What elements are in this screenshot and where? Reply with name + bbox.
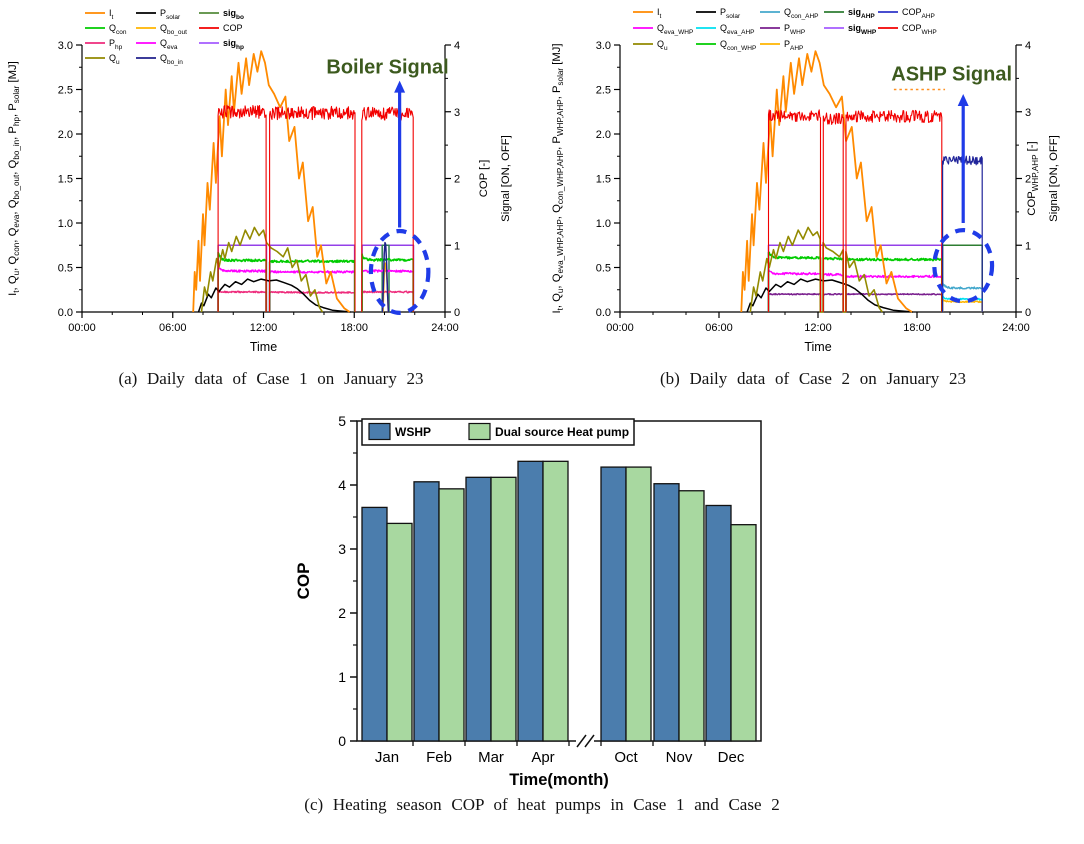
cop-ytick-0: 0 [338, 733, 346, 749]
caption-a: (a) Daily data of Case 1 on January 23 [118, 369, 424, 388]
case2-legend-item-psolar [696, 7, 741, 20]
case1-xtick-4: 24:00 [431, 322, 459, 334]
case1-xtick-2: 12:00 [249, 322, 278, 334]
case2-series-q-u [750, 227, 882, 312]
cop-bar-dual-mar [491, 477, 516, 741]
case1-legend-item-sigbo [199, 8, 244, 21]
cop-legend [362, 419, 634, 445]
case2-series-q-con-whp [769, 252, 821, 312]
case1-ylabel-left: $I_t$, $Q_u$, $Q_{con}$, $Q_{eva}$, $Q_{bo\_out}$, $Q_{bo\_in}$, $P_{hp}$, $P_{solar}$ [MJ] [7, 61, 21, 296]
case1-ylabel-right-1: Signal [ON, OFF] [500, 135, 512, 222]
cop-legend-label-dual: Dual source Heat pump [495, 425, 630, 439]
case2-legend-item-qeva-ahp [696, 23, 754, 36]
cop-ytick-2: 2 [338, 605, 346, 621]
case2-legend-item-qcon-whp [696, 39, 756, 52]
chart-cop-monthly [0, 409, 1084, 815]
cop-bar-dual-feb [439, 489, 464, 741]
case2-series-i-t [741, 51, 912, 312]
cop-bar-wshp-oct [601, 467, 626, 741]
case1-series-q-bo-in [383, 243, 389, 312]
case2-xtick-0: 00:00 [606, 322, 634, 334]
cop-legend-swatch-dual [469, 424, 490, 440]
case2-series-p-ahp [943, 299, 983, 312]
legend-item-label: COP [223, 23, 243, 33]
case1-series-i-t [193, 51, 350, 312]
cop-legend-label-wshp: WSHP [395, 425, 431, 439]
cop-ytick-4: 4 [338, 477, 346, 493]
daily-charts-row [0, 0, 1084, 389]
cop-ytick-3: 3 [338, 541, 346, 557]
cop-bar-dual-nov [679, 491, 704, 741]
case1-legend-item-psolar [136, 8, 181, 21]
cop-xtick-nov: Nov [665, 749, 693, 766]
case1-legend-item-qbo-out [136, 23, 187, 36]
chart-case1 [0, 0, 542, 389]
case1-xtick-3: 18:00 [340, 322, 369, 334]
legend-item-label: $P_{WHP}$ [784, 23, 806, 36]
case1-signal-annotation-label: Boiler Signal [326, 56, 449, 79]
case2-legend-item-pwhp [760, 23, 805, 36]
case1-ytick-left-6: 3.0 [57, 40, 73, 52]
case2-legend-item-copahp [878, 7, 935, 20]
case1-legend-item-sighp [199, 38, 244, 51]
case1-ytick-right-4: 4 [454, 40, 461, 52]
case2-series-cop-whp [769, 110, 821, 312]
case2-ytick-left-0: 0.0 [595, 307, 611, 319]
case1-ytick-left-5: 2.5 [57, 84, 73, 97]
case2-legend-item-it [633, 7, 662, 20]
arrow-head [958, 94, 969, 106]
case1-legend-item-qcon [85, 23, 127, 36]
case2-ytick-left-4: 2.0 [595, 129, 611, 141]
cop-bar-dual-apr [543, 461, 568, 741]
cop-bar-dual-jan [387, 523, 412, 741]
cop-legend-swatch-wshp [369, 424, 390, 440]
case1-xtick-1: 06:00 [158, 322, 187, 334]
legend-item-label: $P_{AHP}$ [784, 39, 804, 52]
case2-legend-item-sigahp [824, 7, 875, 20]
case1-legend-item-qeva [136, 38, 178, 51]
case1-series-q-con [218, 252, 266, 312]
case1-ytick-left-1: 0.5 [57, 262, 73, 275]
case1-signal-arrow-icon [394, 81, 405, 228]
case1-ytick-left-0: 0.0 [57, 307, 73, 319]
legend-item-label: $Q_{eva\_WHP}$ [657, 23, 694, 36]
legend-item-label: sig$_{WHP}$ [848, 23, 877, 36]
case2-series-sig-whp [769, 245, 942, 312]
case2-series-p-whp [769, 294, 821, 312]
cop-bar-wshp-apr [518, 461, 543, 741]
cop-ytick-5: 5 [338, 413, 346, 429]
case2-xtick-2: 12:00 [804, 322, 832, 334]
cop-xtick-jan: Jan [374, 749, 400, 766]
caption-c: (c) Heating season COP of heat pumps in Case 1 and Case 2 [304, 795, 780, 814]
case1-legend-item-php [85, 38, 123, 51]
chart-cop-monthly-svg [289, 409, 813, 789]
case1-axes [76, 45, 451, 318]
case1-series-cop [218, 105, 266, 312]
case2-ytick-left-6: 3.0 [595, 40, 611, 52]
case2-xtick-3: 18:00 [903, 322, 931, 334]
case2-legend-item-sigwhp [824, 23, 877, 36]
legend-item-label: sig$_{hp}$ [223, 38, 244, 51]
cop-ylabel: COP [294, 562, 313, 600]
cop-bar-dual-dec [731, 525, 756, 741]
legend-item-label: $Q_{eva\_AHP}$ [720, 23, 755, 36]
case2-legend-item-qcon-ahp [760, 7, 818, 20]
legend-item-label: $I_t$ [657, 7, 662, 20]
case2-ytick-right-1: 1 [1025, 240, 1032, 253]
case2-ytick-left-5: 2.5 [595, 84, 611, 97]
case2-ylabel-right-0: $COP_{WHP,AHP}$ [-] [1026, 141, 1040, 216]
case2-ytick-left-1: 0.5 [595, 262, 611, 275]
arrow-head [394, 81, 405, 93]
cop-bar-dual-oct [626, 467, 651, 741]
cop-bar-wshp-nov [654, 484, 679, 741]
case2-axes [614, 45, 1022, 318]
case2-ytick-left-3: 1.5 [595, 173, 611, 186]
case2-xtick-1: 06:00 [705, 322, 733, 334]
case1-series-p-solar [199, 279, 351, 312]
cop-xtick-oct: Oct [614, 749, 638, 766]
legend-item-label: $P_{hp}$ [109, 38, 123, 51]
case1-ytick-right-1: 1 [454, 240, 461, 253]
case2-series-q-con-whp [823, 258, 843, 313]
legend-item-label: $COP_{AHP}$ [902, 7, 935, 20]
cop-bar-wshp-feb [414, 482, 439, 741]
case2-ylabel-left: $I_t$, $Q_u$, $Q_{eva\_WHP,AHP}$, $Q_{con\_WHP,AHP}$, $P_{WHP,AHP}$, $P_{solar}$ [MJ] [551, 43, 565, 314]
case1-xtick-0: 00:00 [68, 322, 96, 334]
legend-item-label: $P_{solar}$ [720, 7, 741, 20]
legend-item-label: sig$_{bo}$ [223, 8, 244, 21]
case2-legend-item-qeva-whp [633, 23, 693, 36]
cop-xlabel: Time(month) [509, 771, 609, 789]
case2-legend [633, 7, 937, 52]
case2-xlabel: Time [804, 340, 832, 354]
legend-item-label: $Q_u$ [109, 53, 120, 66]
case2-series-q-eva-whp [823, 274, 843, 312]
legend-item-label: $Q_{con\_WHP}$ [720, 39, 757, 52]
case1-ytick-left-2: 1.0 [57, 218, 73, 230]
cop-bar-wshp-jan [362, 507, 387, 741]
case1-legend-item-cop [199, 23, 243, 33]
chart-case2-svg [542, 0, 1084, 360]
case1-ytick-right-2: 2 [454, 173, 461, 186]
case1-legend [85, 8, 244, 66]
case1-legend-item-qu [85, 53, 120, 66]
case1-series-q-eva [218, 265, 266, 312]
case2-legend-item-qu [633, 39, 668, 52]
case2-series-p-whp [846, 294, 942, 312]
case1-legend-item-qbo-in [136, 53, 183, 66]
legend-item-label: $Q_{bo\_out}$ [160, 23, 187, 36]
case2-series-q-eva-whp [769, 269, 821, 312]
case2-ytick-right-3: 3 [1025, 106, 1032, 119]
case1-legend-item-it [85, 8, 114, 21]
case2-ytick-right-0: 0 [1025, 307, 1032, 319]
cop-xtick-feb: Feb [426, 749, 452, 766]
cop-xtick-mar: Mar [478, 749, 504, 766]
case2-ytick-left-2: 1.0 [595, 218, 611, 230]
case1-series-p-hp [218, 291, 266, 312]
legend-item-label: $Q_u$ [657, 39, 668, 52]
legend-item-label: $I_t$ [109, 8, 114, 21]
case2-signal-annotation-label: ASHP Signal [891, 63, 1013, 86]
legend-item-label: $Q_{bo\_in}$ [160, 53, 183, 66]
caption-b: (b) Daily data of Case 2 on January 23 [660, 369, 966, 388]
chart-case1-svg [0, 0, 542, 360]
case2-ylabel-right-1: Signal [ON, OFF] [1048, 135, 1060, 222]
cop-bar-wshp-dec [706, 505, 731, 741]
cop-xtick-apr: Apr [531, 749, 555, 766]
legend-item-label: sig$_{AHP}$ [848, 7, 875, 20]
cop-ytick-1: 1 [338, 669, 346, 685]
case1-ylabel-right-0: COP [-] [478, 159, 490, 198]
chart-case2 [542, 0, 1084, 389]
legend-item-label: $Q_{eva}$ [160, 38, 178, 51]
legend-item-label: $Q_{con}$ [109, 23, 127, 36]
cop-xtick-dec: Dec [717, 749, 745, 766]
case1-ytick-left-4: 2.0 [57, 129, 73, 141]
case2-ytick-right-2: 2 [1025, 173, 1032, 186]
case2-ytick-right-4: 4 [1025, 40, 1032, 52]
legend-item-label: $Q_{con\_AHP}$ [784, 7, 819, 20]
case2-series-p-whp [823, 294, 843, 312]
case1-ytick-right-3: 3 [454, 106, 461, 119]
case2-legend-item-copwhp [878, 23, 937, 36]
case2-series-p-solar [747, 279, 913, 312]
cop-bar-wshp-mar [466, 477, 491, 741]
case1-ytick-right-0: 0 [454, 307, 461, 319]
case1-ytick-left-3: 1.5 [57, 173, 73, 186]
case2-xtick-4: 24:00 [1002, 322, 1030, 334]
legend-item-label: $COP_{WHP}$ [902, 23, 937, 36]
legend-item-label: $P_{solar}$ [160, 8, 181, 21]
case1-xlabel: Time [249, 340, 278, 354]
case2-legend-item-pahp [760, 39, 803, 52]
